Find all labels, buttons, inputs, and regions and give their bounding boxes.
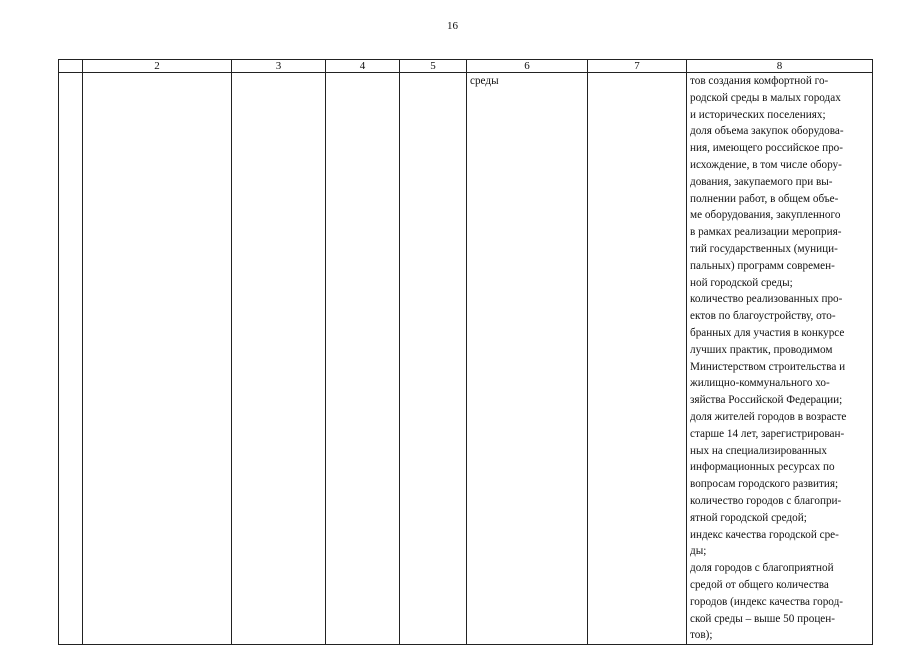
cell-col-8-line: в рамках реализации мероприя-	[690, 226, 842, 239]
cell-col-8-line: бранных для участия в конкурсе	[690, 326, 845, 339]
cell-col-8-line: тов создания комфортной го-	[690, 75, 829, 87]
cell-col-8-line: жилищно-коммунального хо-	[690, 377, 830, 390]
cell-col-8-line: доля городов с благоприятной	[690, 562, 834, 575]
column-header-8: 8	[687, 60, 873, 73]
header-row	[59, 60, 873, 73]
cell-col-8-line: количество реализованных про-	[690, 293, 843, 306]
cell-col-8-line: исхождение, в том числе обору-	[690, 158, 842, 171]
cell-col-8-line: ятной городской средой;	[690, 511, 807, 524]
cell-col-8-line: индекс качества городской сре-	[690, 528, 839, 541]
cell-col-8-line: ных на специализированных	[690, 444, 827, 457]
cell-col-8-line: родской среды в малых городах	[690, 91, 841, 104]
cell-col-5	[400, 73, 467, 645]
cell-col-8-line: доля жителей городов в возрасте	[690, 410, 847, 423]
cell-col-8-line: количество городов с благопри-	[690, 494, 842, 507]
cell-col-6-text: среды	[470, 75, 499, 87]
cell-col-8-line: городов (индекс качества город-	[690, 595, 844, 608]
cell-col-3	[232, 73, 326, 645]
cell-col-8-line: тов);	[690, 629, 713, 642]
cell-col-8-line: доля объема закупок оборудова-	[690, 125, 844, 138]
column-header-7: 7	[588, 60, 687, 73]
cell-col-8-line: ной городской среды;	[690, 276, 793, 289]
cell-col-8-line: ды;	[690, 545, 707, 558]
table-row	[59, 73, 873, 645]
data-table	[58, 59, 873, 645]
cell-col-6	[467, 73, 588, 645]
cell-col-4	[326, 73, 400, 645]
cell-col-8-line: ния, имеющего российское про-	[690, 142, 843, 155]
cell-col-8-line: и исторических поселениях;	[690, 108, 826, 121]
column-header-3: 3	[232, 60, 326, 73]
cell-col-8-text	[687, 73, 872, 644]
cell-col-8-line: информационных ресурсах по	[690, 461, 835, 474]
cell-col-8-line: ме оборудования, закупленного	[690, 209, 841, 222]
cell-col-1	[59, 73, 83, 645]
cell-col-8	[687, 73, 873, 645]
cell-col-8-line: ской среды – выше 50 процен-	[690, 612, 835, 625]
column-header-1	[59, 60, 83, 73]
column-header-5: 5	[400, 60, 467, 73]
column-header-4: 4	[326, 60, 400, 73]
cell-col-8-line: ектов по благоустройству, ото-	[690, 310, 836, 323]
cell-col-8-line: зяйства Российской Федерации;	[690, 394, 843, 407]
cell-col-8-line: лучших практик, проводимом	[690, 343, 833, 356]
cell-col-8-line: старше 14 лет, зарегистрирован-	[690, 427, 845, 440]
cell-col-8-line: средой от общего количества	[690, 578, 829, 591]
cell-col-7	[588, 73, 687, 645]
cell-col-8-line: дования, закупаемого при вы-	[690, 175, 833, 188]
page-number: 16	[447, 20, 458, 32]
cell-col-8-line: тий государственных (муници-	[690, 242, 838, 255]
cell-col-8-line: Министерством строительства и	[690, 360, 846, 373]
column-header-2: 2	[83, 60, 232, 73]
column-header-6: 6	[467, 60, 588, 73]
cell-col-8-line: полнении работ, в общем объе-	[690, 192, 839, 205]
cell-col-8-line: пальных) программ современ-	[690, 259, 835, 272]
cell-col-2	[83, 73, 232, 645]
cell-col-8-line: вопросам городского развития;	[690, 478, 839, 491]
